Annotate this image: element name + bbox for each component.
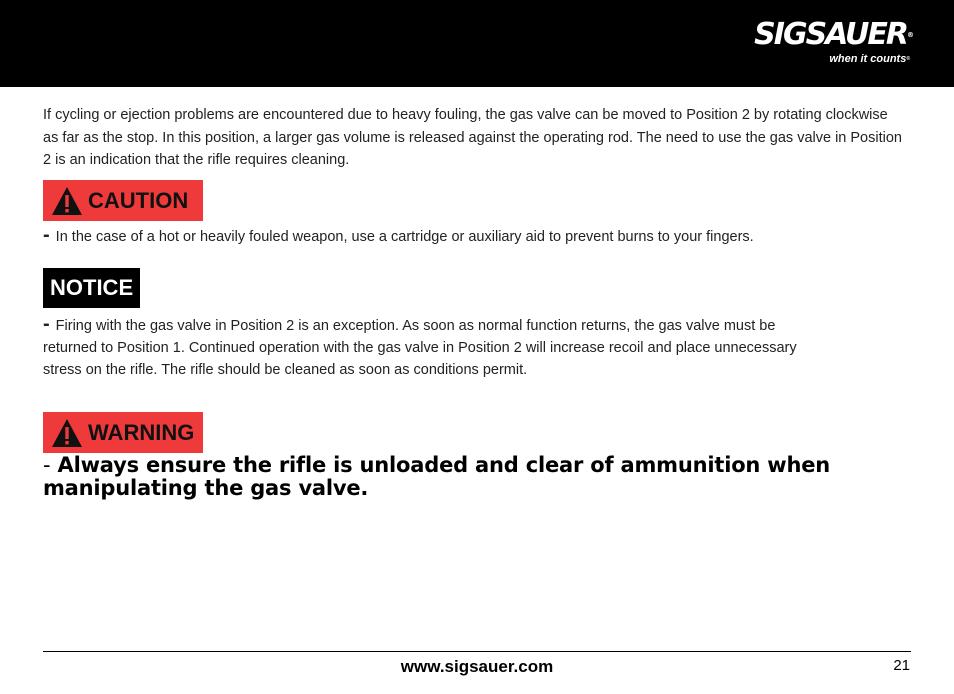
footer-divider [43,651,911,652]
logo-text: SIGSAUER [754,17,907,52]
intro-paragraph: If cycling or ejection problems are encountered due to heavy fouling, the gas valve can be moved to Position 2 by rotating clockwise as far as the stop. In this position, a larger gas volume is released against the operating rod. The need to use the gas valve in Position 2 is an indication that the rifle requires cleaning. [43,107,902,168]
warning-label: WARNING [88,419,195,445]
warning-triangle-icon [50,185,84,217]
warning-text: Always ensure the rifle is unloaded and clear of ammunition when manipulating the gas valve. [43,453,831,500]
warning-triangle-icon [50,417,84,449]
caution-label: CAUTION [88,187,189,213]
warning-item [43,454,903,500]
footer-url: www.sigsauer.com [400,657,554,676]
logo-tagline [754,52,910,66]
warning-badge [43,412,203,453]
notice-dash: - [43,313,50,335]
page-header [0,0,954,87]
notice-label: NOTICE [50,275,134,300]
logo-wordmark [754,17,914,52]
caution-text: In the case of a hot or heavily fouled weapon, use a cartridge or auxiliary aid to prevent burns to your fingers. [55,229,754,245]
tagline-registered-mark: ® [906,56,910,62]
notice-item [43,313,823,381]
caution-item [43,224,923,248]
tagline-text: when it counts [829,53,907,65]
notice-text: Firing with the gas valve in Position 2 is an exception. As soon as normal function returns, the gas valve must be returned to Position 1. Continued operation with the gas valve in Position 2 will increase recoil and place unnecessary stress on the rifle. The rifle should be cleaned as soon as conditions permit. [43,318,797,378]
caution-badge [43,180,203,221]
warning-dash: - [43,453,51,477]
logo-registered-mark: ® [907,31,914,39]
brand-logo [754,17,914,80]
notice-badge [43,268,140,308]
page-number: 21 [893,657,910,674]
caution-dash: - [43,224,50,246]
